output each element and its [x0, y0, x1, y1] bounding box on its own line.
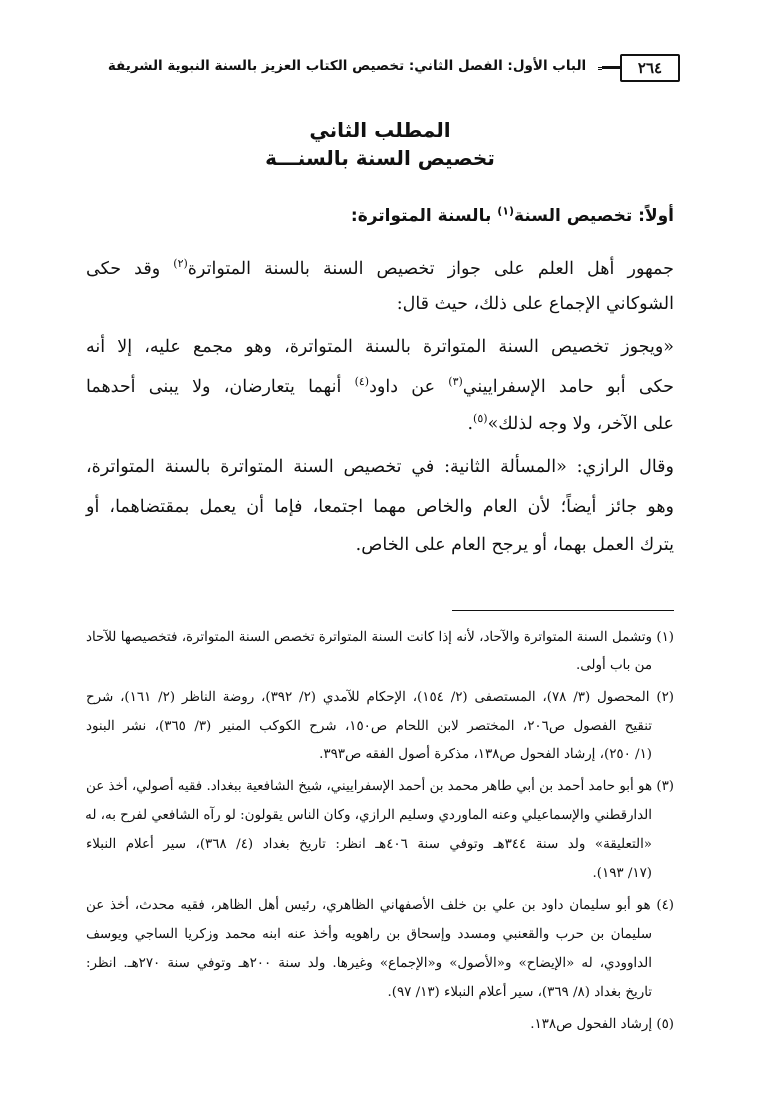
body-line — [86, 492, 674, 522]
footnote-line: تنقيح الفصول ص٢٠٦، المختصر لابن اللحام ص١٥٠، شرح الكوكب المنير (٣/ ٣٦٥)، نشر البنود — [86, 719, 652, 734]
body-text-run: «ويجوز تخصيص السنة المتواترة بالسنة المتواترة، وهو مجمع عليه، إلا أنه — [86, 337, 674, 357]
footnote-line: (١٧/ ١٩٣). — [592, 866, 652, 881]
running-title: الباب الأول: الفصل الثاني: تخصيص الكتاب العزيز بالسنة النبوية الشريفة — [96, 55, 598, 77]
footnote-ref: (١) — [497, 204, 515, 218]
section-heading: المطلب الثاني — [309, 118, 451, 142]
section-title: تخصيص السنة بالسنـــة — [265, 146, 495, 170]
body-text-run: عن داود — [369, 377, 449, 397]
body-text-run: جمهور أهل العلم على جواز تخصيص السنة بالسنة المتواترة — [187, 259, 674, 279]
body-text-run: وقال الرازي: «المسألة الثانية: في تخصيص السنة المتواترة بالسنة المتواترة، — [86, 457, 674, 477]
footnote-ref: (٢) — [173, 257, 188, 271]
subheading — [86, 206, 674, 226]
body-text-run: يترك العمل بهما، أو يرجح العام على الخاص. — [355, 535, 674, 555]
footnote-line: (٢) المحصول (٣/ ٧٨)، المستصفى (٢/ ١٥٤)، الإحكام للآمدي (٢/ ٣٩٢)، روضة الناظر (٢/ ١٦١)، شرح — [86, 690, 674, 705]
subheading-rest: بالسنة المتواترة: — [350, 206, 498, 226]
footnote-line: «التعليقة» ولد سنة ٣٤٤هـ وتوفي سنة ٤٠٦هـ انظر: تاريخ بغداد (٤/ ٣٦٨)، سير أعلام النبلاء — [86, 837, 652, 852]
body-text-run: الشوكاني الإجماع على ذلك، حيث قال: — [396, 294, 674, 314]
footnote-ref: (٥) — [473, 412, 488, 426]
body-line — [86, 409, 674, 439]
footnote-separator — [452, 610, 674, 611]
page-number: ٢٦٤ — [620, 54, 680, 82]
body-line — [86, 254, 674, 284]
header-rule-tick — [602, 66, 622, 69]
footnote-line: الداوودي، له «الإيضاح» و«الأصول» و«الإجماع» وغيرها. ولد سنة ٢٠٠هـ وتوفي سنة ٢٧٠هـ. انظر: — [86, 956, 652, 971]
body-line — [86, 452, 674, 482]
body-line — [86, 530, 674, 560]
footnote-line: من باب أولى. — [576, 658, 652, 673]
subheading-label: أولاً: تخصيص السنة — [514, 206, 674, 226]
footnote-line: سليمان بن حرب والقعنبي ومسدد وإسحاق بن راهويه وأخذ عنه ابنه محمد وزكريا الساجي ويوسف — [86, 927, 652, 942]
footnote-line: (١) وتشمل السنة المتواترة والآحاد، لأنه إذا كانت السنة المتواترة تخصص السنة المتواترة، فتخصيصها للآحاد — [86, 630, 674, 645]
body-line — [86, 289, 674, 319]
footnote-ref: (٤) — [354, 375, 370, 389]
body-text-run: . — [467, 414, 474, 434]
footnote-line: الدارقطني والإسماعيلي وعنه الماوردي وسليم الرازي، وكان الناس يقولون: لو رآه الشافعي لفرح به، له — [85, 808, 652, 823]
body-text-run: على الآخر، ولا وجه لذلك» — [487, 414, 674, 434]
body-line — [86, 332, 674, 362]
footnote-line: (٣) هو أبو حامد أحمد بن أبي طاهر محمد بن أحمد الإسفراييني، شيخ الشافعية ببغداد. فقيه أصولي، أخذ عن — [86, 779, 674, 794]
footnote-line: (١/ ٢٥٠)، إرشاد الفحول ص١٣٨، مذكرة أصول الفقه ص٣٩٣. — [319, 747, 652, 762]
footnote-ref: (٣) — [448, 375, 463, 389]
body-text-run: وقد حكى — [86, 259, 174, 279]
footnote-line: تاريخ بغداد (٨/ ٣٦٩)، سير أعلام النبلاء (١٣/ ٩٧). — [387, 985, 652, 1000]
body-text-run: حكى أبو حامد الإسفراييني — [462, 377, 674, 397]
body-text-run: أنهما يتعارضان، ولا يبنى أحدهما — [86, 377, 355, 397]
page-header — [96, 50, 680, 90]
footnote-line: (٥) إرشاد الفحول ص١٣٨. — [530, 1017, 674, 1032]
body-line — [86, 372, 674, 402]
body-text-run: وهو جائز أيضاً؛ لأن العام والخاص مهما اجتمعا، فإما أن يعمل بمقتضاهما، أو — [86, 497, 674, 517]
footnote-line: (٤) هو أبو سليمان داود بن علي بن خلف الأصفهاني الظاهري، رئيس أهل الظاهر، فقيه محدث، أخذ عن — [86, 898, 674, 913]
